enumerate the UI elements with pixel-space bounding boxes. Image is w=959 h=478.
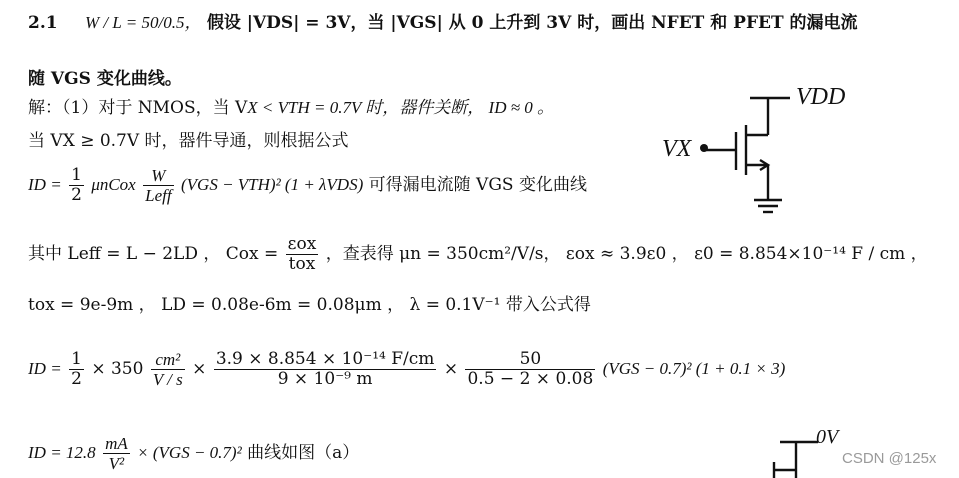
problem-text-b: DS| = 3V，当 |V xyxy=(266,13,410,33)
problem-statement-line2 xyxy=(28,68,182,90)
solution-line-b-start: 当 V xyxy=(28,131,63,151)
params1-rest: ，查表得 μn = 350cm²/V/s， εox ≈ 3.9ε0 ， ε0 = 8.854×10⁻¹⁴ F / cm ， xyxy=(325,244,928,264)
vx-label: VX xyxy=(662,136,692,162)
formula3-frac-units xyxy=(103,434,130,473)
formula-result xyxy=(28,434,359,473)
zero-volt-label: 0V xyxy=(816,426,839,448)
formula1-frac2-num: W xyxy=(143,166,173,186)
formula2-frac-wl xyxy=(465,350,595,389)
params1-frac-den: tox xyxy=(288,254,316,274)
solution-line-a-start: 解：（1）对于 NMOS，当 V xyxy=(28,98,248,118)
formula2-f1-den: 2 xyxy=(71,369,82,389)
problem-line2-b: GS 变化曲线。 xyxy=(64,69,182,89)
params1-frac-num: εox xyxy=(287,234,317,254)
solution-line-b-rest: X ≥ 0.7V 时，器件导通，则根据公式 xyxy=(62,131,349,151)
solution-line-a xyxy=(28,97,554,119)
formula2-f2-num: cm² xyxy=(151,350,185,370)
formula2-f3-num: 3.9 × 8.854 × 10⁻¹⁴ F/cm xyxy=(215,349,435,369)
problem-ratio: W / L = 50/0.5， xyxy=(84,13,202,32)
formula2-f2-den: V / s xyxy=(152,370,183,389)
formula2-rhs: (VGS − 0.7)² (1 + 0.1 × 3) xyxy=(602,359,786,378)
formula1-frac1-num: 1 xyxy=(71,165,82,185)
formula3-frac-den: V² xyxy=(108,454,125,473)
solution-line-b xyxy=(28,130,349,152)
problem-line2-a: 随 V xyxy=(28,69,65,89)
problem-text-c: GS| 从 0 上升到 3V 时，画出 NFET 和 PFET 的漏电流 xyxy=(409,13,858,33)
formula1-frac1-den: 2 xyxy=(71,185,82,205)
formula1-frac-half xyxy=(69,166,84,205)
formula2-f1-num: 1 xyxy=(71,349,82,369)
formula1-frac2-den: Leff xyxy=(145,186,172,205)
formula-drain-current xyxy=(28,166,587,205)
formula3-lhs: ID = 12.8 xyxy=(28,443,96,462)
formula2-frac-units xyxy=(151,350,185,389)
formula1-lhs: ID = xyxy=(28,175,62,194)
formula3-rhs: × (VGS − 0.7)² xyxy=(137,443,242,462)
formula2-mul2: × xyxy=(192,359,207,379)
params1-start: 其中 Leff = L − 2LD ， Cox = xyxy=(28,244,279,264)
vdd-label: VDD xyxy=(796,84,846,110)
formula2-f3-den: 9 × 10⁻⁹ m xyxy=(277,369,373,389)
problem-text-a: 假设 |V xyxy=(206,13,267,33)
watermark: CSDN @125x xyxy=(842,450,937,467)
params1-frac-cox xyxy=(286,235,319,274)
formula1-frac-wl xyxy=(143,166,173,205)
solution-line-a-rest: X < VTH = 0.7V 时，器件关断， ID ≈ 0 。 xyxy=(247,98,555,117)
formula2-f4-den: 0.5 − 2 × 0.08 xyxy=(467,369,594,389)
formula1-rhs: (VGS − VTH)² (1 + λVDS) xyxy=(181,175,364,194)
gate-node-dot xyxy=(700,144,708,152)
formula2-f4-num: 50 xyxy=(465,350,595,370)
problem-statement-line1 xyxy=(28,12,858,34)
formula2-mul3: × xyxy=(443,359,459,379)
formula-substituted xyxy=(28,350,785,389)
problem-number: 2.1 xyxy=(28,13,58,33)
formula2-lhs: ID = xyxy=(28,359,62,378)
formula3-text: 曲线如图（a） xyxy=(247,443,360,463)
formula1-text: 可得漏电流随 VGS 变化曲线 xyxy=(368,175,587,195)
params-line2 xyxy=(28,294,591,316)
formula2-mul1: × 350 xyxy=(91,359,144,379)
params2-text: tox = 9e-9m ， LD = 0.08e-6m = 0.08μm ， λ = 0.1V⁻¹ 带入公式得 xyxy=(28,295,591,315)
formula2-frac-cox xyxy=(214,350,437,389)
params-line1 xyxy=(28,235,928,274)
formula3-frac-num: mA xyxy=(105,434,128,453)
formula1-mobility: μnCox xyxy=(91,175,136,194)
formula2-frac-half xyxy=(69,350,84,389)
